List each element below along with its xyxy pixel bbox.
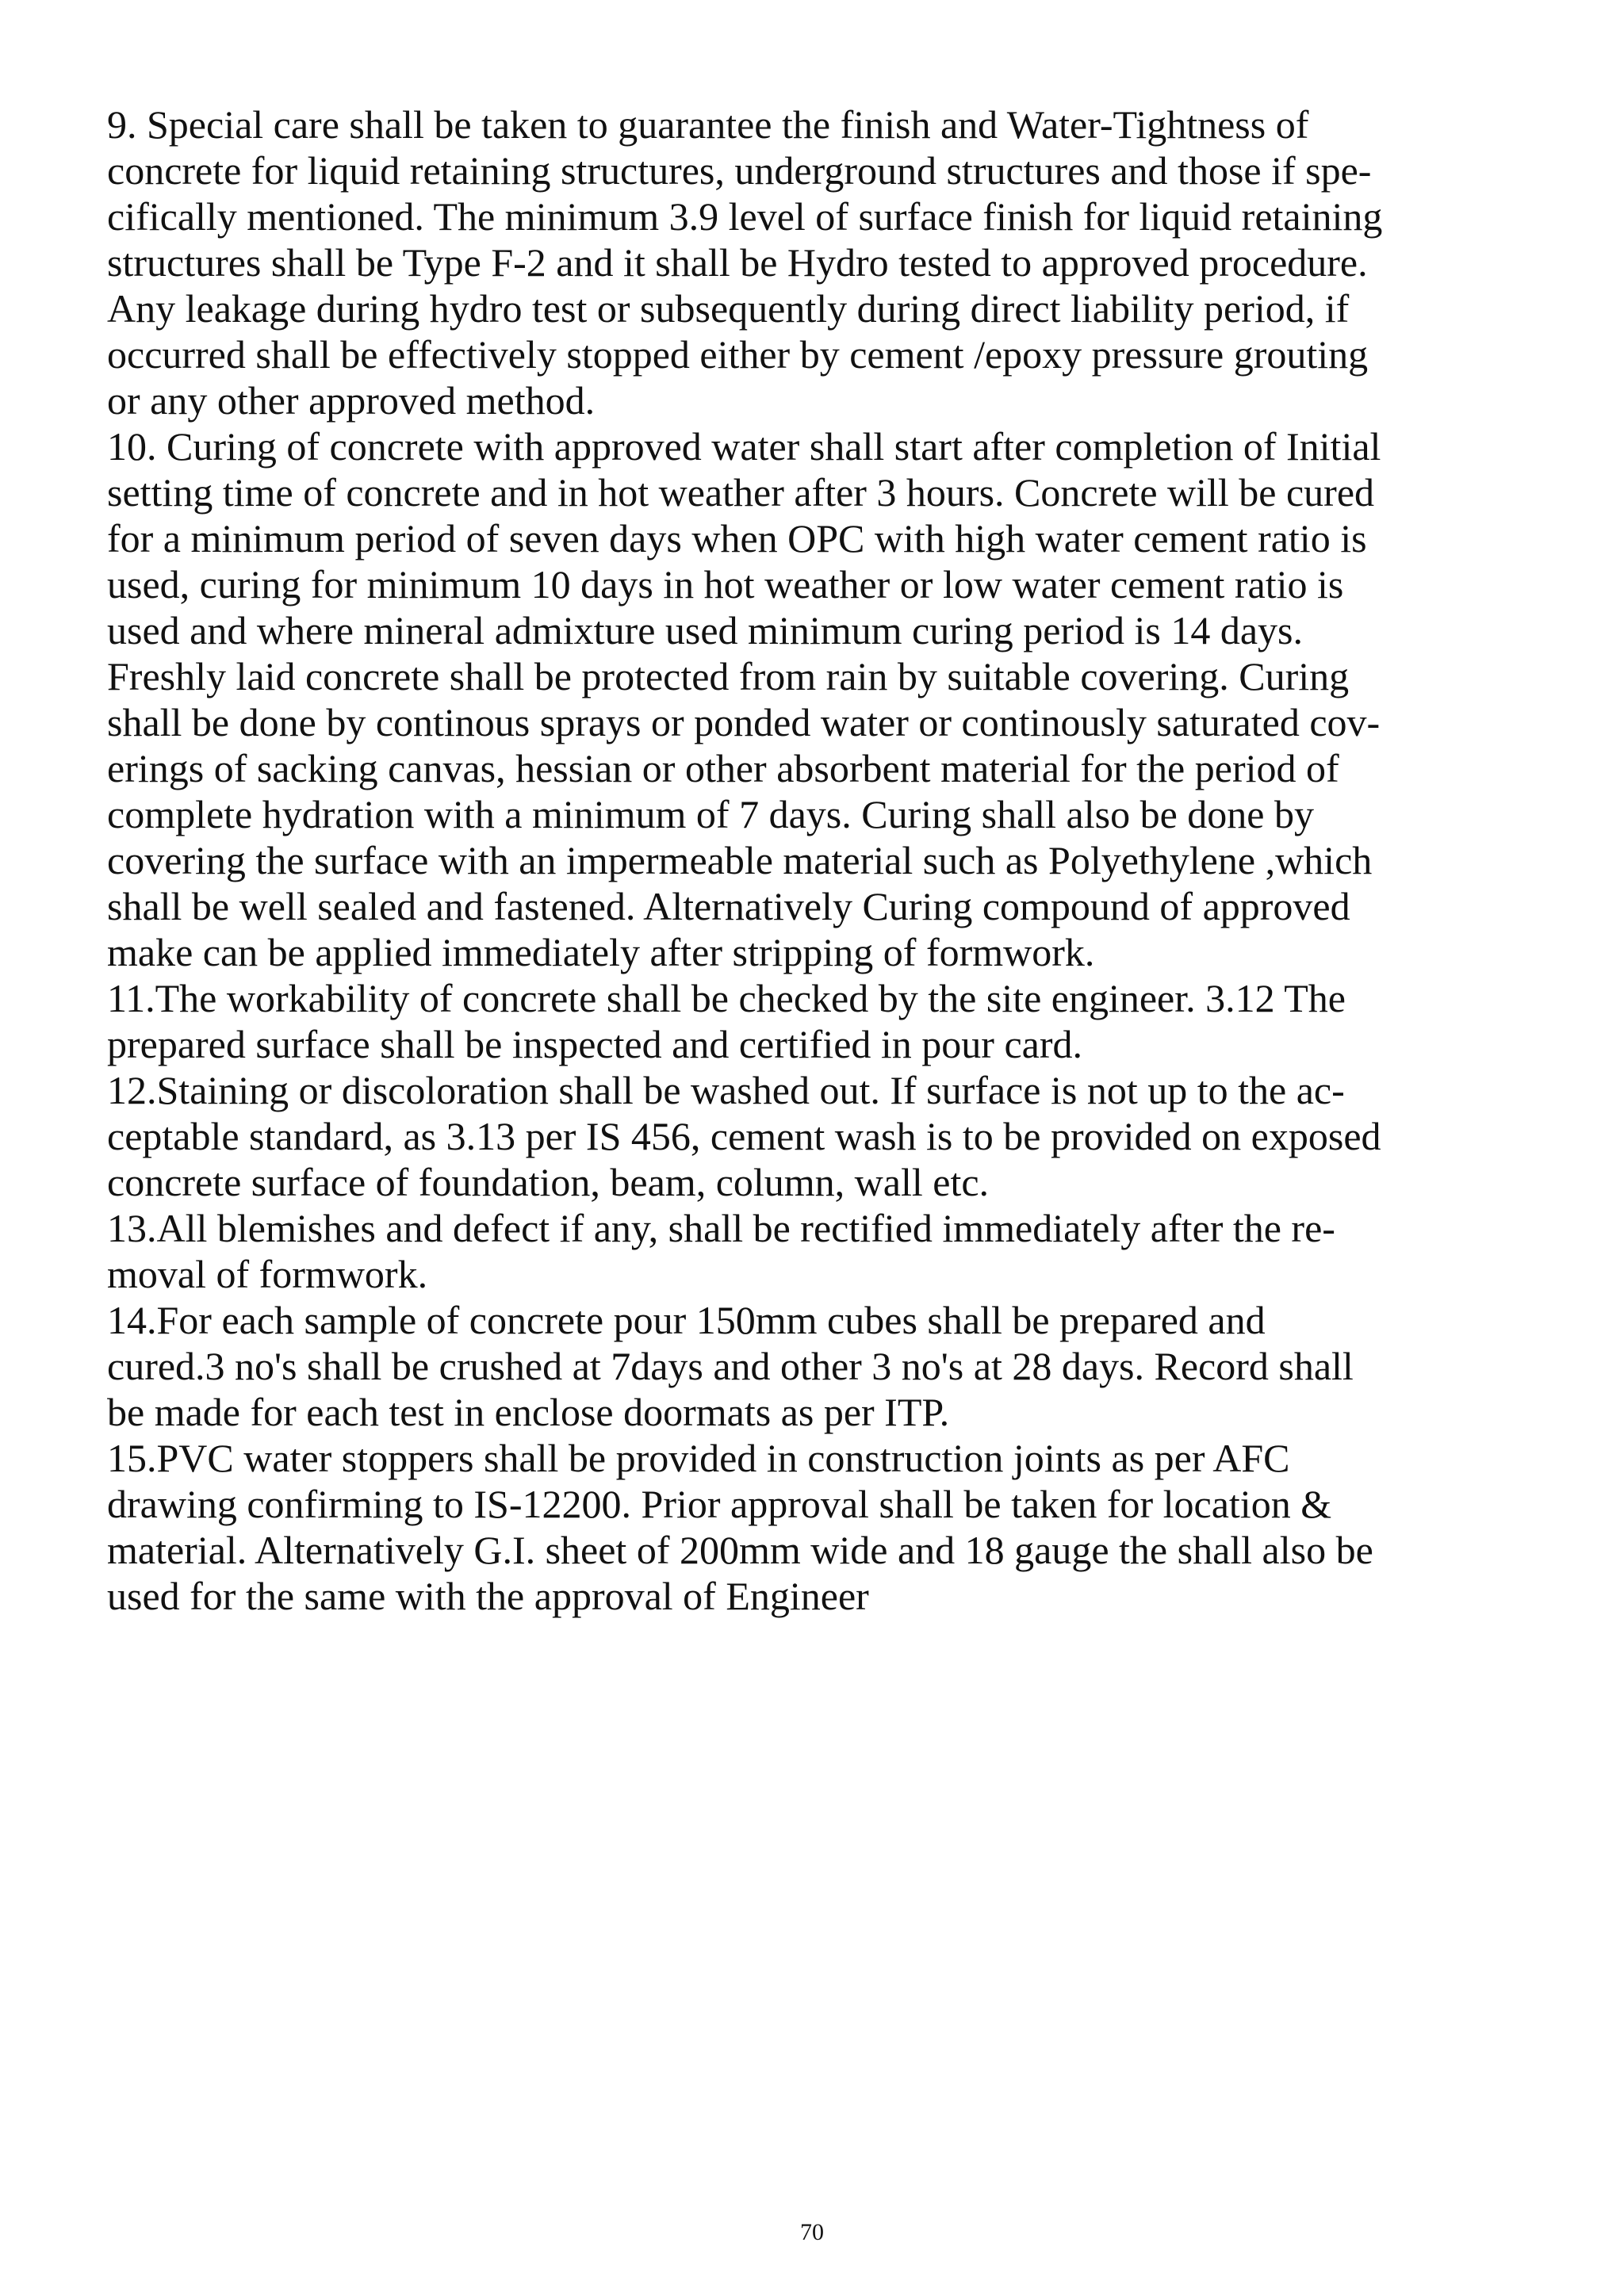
text-line: 13.All blemishes and defect if any, shall be rectified immediately after the re- [107,1206,1335,1250]
text-line: complete hydration with a minimum of 7 days. Curing shall also be done by [107,792,1314,836]
text-line: 10. Curing of concrete with approved water shall start after completion of Initial [107,424,1381,469]
text-line: used and where mineral admixture used minimum curing period is 14 days. [107,608,1303,652]
text-line: used for the same with the approval of Engineer [107,1574,869,1618]
body-text [107,101,1534,1619]
text-line: prepared surface shall be inspected and certified in pour card. [107,1022,1082,1066]
text-line: occurred shall be effectively stopped either by cement /epoxy pressure grouting [107,332,1369,377]
text-line: shall be well sealed and fastened. Alternatively Curing compound of approved [107,884,1350,928]
text-line: Freshly laid concrete shall be protected from rain by suitable covering. Curing [107,654,1350,698]
text-line: make can be applied immediately after stripping of formwork. [107,930,1095,974]
text-line: drawing confirming to IS-12200. Prior approval shall be taken for location & [107,1482,1332,1526]
text-line: or any other approved method. [107,378,596,423]
text-line: cifically mentioned. The minimum 3.9 level of surface finish for liquid retaining [107,194,1383,239]
page-number: 70 [800,2219,824,2245]
text-line: 14.For each sample of concrete pour 150mm cubes shall be prepared and [107,1298,1266,1342]
text-line: be made for each test in enclose doormats as per ITP. [107,1390,950,1434]
text-line: moval of formwork. [107,1252,428,1296]
text-line: ceptable standard, as 3.13 per IS 456, cement wash is to be provided on exposed [107,1114,1381,1158]
text-line: covering the surface with an impermeable material such as Polyethylene ,which [107,838,1373,882]
text-line: setting time of concrete and in hot weather after 3 hours. Concrete will be cured [107,470,1375,515]
text-line: concrete surface of foundation, beam, column, wall etc. [107,1160,990,1204]
text-line: 12.Staining or discoloration shall be washed out. If surface is not up to the ac- [107,1068,1345,1112]
text-line: for a minimum period of seven days when OPC with high water cement ratio is [107,516,1367,561]
text-line: concrete for liquid retaining structures, underground structures and those if spe- [107,148,1372,193]
text-line: material. Alternatively G.I. sheet of 200mm wide and 18 gauge the shall also be [107,1528,1373,1572]
text-line: cured.3 no's shall be crushed at 7days and other 3 no's at 28 days. Record shall [107,1344,1354,1388]
text-line: shall be done by continous sprays or ponded water or continously saturated cov- [107,700,1381,744]
text-line: 11.The workability of concrete shall be checked by the site engineer. 3.12 The [107,976,1346,1020]
text-line: structures shall be Type F-2 and it shall be Hydro tested to approved procedure. [107,240,1368,285]
text-line: 9. Special care shall be taken to guarantee the finish and Water-Tightness of [107,102,1309,147]
text-line: Any leakage during hydro test or subsequently during direct liability period, if [107,286,1350,331]
text-line: 15.PVC water stoppers shall be provided in construction joints as per AFC [107,1436,1290,1480]
text-line: used, curing for minimum 10 days in hot weather or low water cement ratio is [107,562,1344,607]
text-line: erings of sacking canvas, hessian or other absorbent material for the period of [107,746,1339,790]
